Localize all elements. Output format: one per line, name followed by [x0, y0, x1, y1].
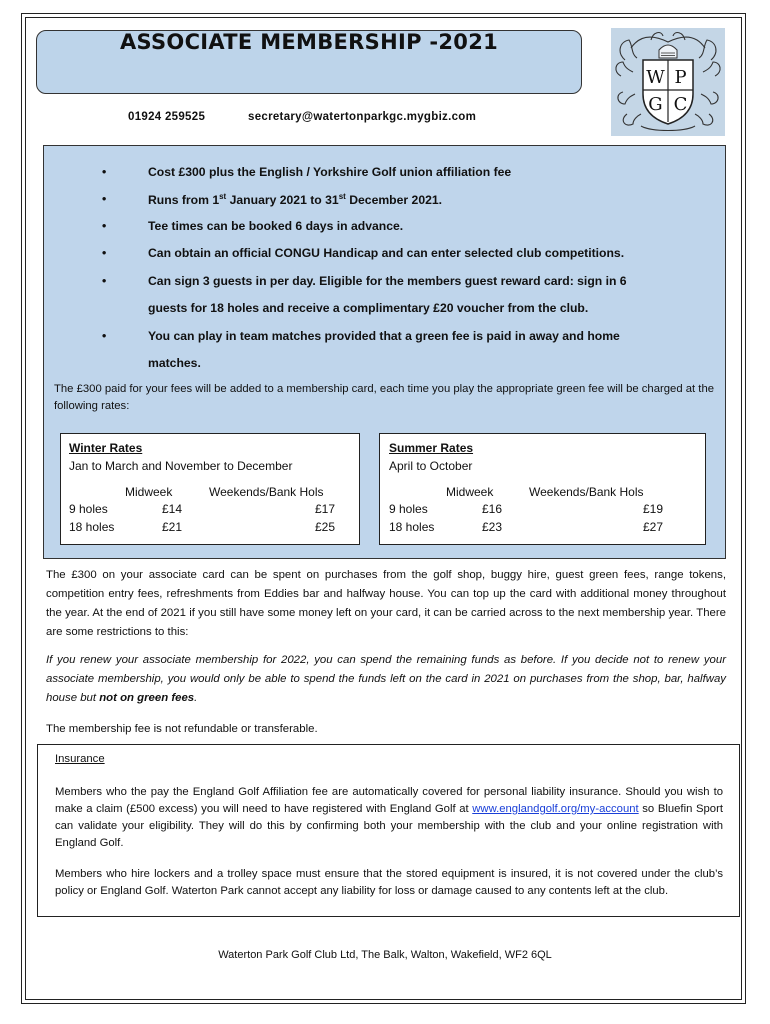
winter-period: Jan to March and November to December: [69, 459, 293, 473]
renewal-restriction: not on green fees: [99, 692, 195, 704]
summer-period: April to October: [389, 459, 473, 473]
benefit-text: guests for 18 holes and receive a complimentary £20 voucher from the club.: [148, 301, 589, 315]
summer-col-weekend: Weekends/Bank Hols: [529, 485, 644, 499]
benefit-text: Cost £300 plus the English / Yorkshire Golf union affiliation fee: [148, 165, 512, 179]
benefit-text: You can play in team matches provided that a green fee is paid in away and home: [148, 329, 620, 343]
club-address-footer: Waterton Park Golf Club Ltd, The Balk, Walton, Wakefield, WF2 6QL: [218, 949, 552, 961]
summer-col-midweek: Midweek: [446, 485, 494, 499]
bullet-dot: •: [102, 165, 107, 179]
benefit-text: Can sign 3 guests in per day. Eligible for the members guest reward card: sign in 6: [148, 274, 627, 288]
winter-col-midweek: Midweek: [125, 485, 173, 499]
winter-row-midweek: £14: [162, 502, 183, 516]
insurance-heading: Insurance: [55, 753, 105, 765]
benefit-text: matches.: [148, 356, 201, 370]
winter-row-weekend: £25: [315, 520, 336, 534]
crest-letter-w: W: [646, 67, 665, 88]
benefit-text: Runs from 1st January 2021 to 31st December 2021.: [148, 192, 443, 208]
benefit-text: Can obtain an official CONGU Handicap and can enter selected club competitions.: [148, 246, 625, 260]
winter-rates-heading: Winter Rates: [69, 441, 143, 455]
winter-col-weekend: Weekends/Bank Hols: [209, 485, 324, 499]
insurance-paragraph-1: Members who the pay the England Golf Affiliation fee are automatically covered for personal liability insurance. Should you wish to make a claim (£500 excess) you will need to have registered with England Golf at www.englandgolf.org/my-account so Bluefin Sport can validate your eligibility. They will do this by confirming both your membership with the club and your online registration with England Golf.: [55, 786, 723, 849]
crest-letter-c: C: [673, 94, 688, 115]
email-address: secretary@watertonparkgc.mygbiz.com: [248, 111, 477, 123]
insurance-paragraph-2: Members who hire lockers and a trolley space must ensure that the stored equipment is insured, it is not covered under the club’s policy or England Golf. Waterton Park cannot accept any liability for loss or damage caused to any contents left at the club.: [55, 868, 723, 897]
renewal-paragraph: If you renew your associate membership for 2022, you can spend the remaining funds as before. If you decide not to renew your associate membership, you would only be able to spend the funds left on the card in 2021 on purchases from the shop, bar, halfway house but not on green fees.: [46, 654, 726, 704]
crest-letter-g: G: [648, 94, 663, 115]
summer-row-label: 18 holes: [389, 520, 435, 534]
bullet-dot: •: [102, 274, 107, 288]
club-crest-logo: [611, 28, 725, 136]
summer-rates-heading: Summer Rates: [389, 441, 474, 455]
england-golf-link[interactable]: www.englandgolf.org/my-account: [472, 803, 639, 815]
bullet-dot: •: [102, 192, 107, 206]
summer-row-midweek: £16: [482, 502, 503, 516]
card-spending-paragraph: The £300 on your associate card can be spent on purchases from the golf shop, buggy hire, guest green fees, range tokens, competition entry fees, refreshments from Eddies bar and halfway house. You can top up the card with additional money throughout the year. At the end of 2021 if you still have some money left on your card, it can be carried across to the next membership year. There are some restrictions to this:: [46, 569, 726, 638]
summer-row-weekend: £27: [643, 520, 664, 534]
phone-number: 01924 259525: [128, 111, 206, 123]
summer-row-weekend: £19: [643, 502, 664, 516]
winter-row-label: 18 holes: [69, 520, 115, 534]
crest-letter-p: P: [674, 67, 687, 88]
winter-row-weekend: £17: [315, 502, 336, 516]
bullet-dot: •: [102, 219, 107, 233]
winter-rates-table: [60, 433, 360, 545]
summer-row-label: 9 holes: [389, 502, 428, 516]
bullet-dot: •: [102, 329, 107, 343]
winter-row-midweek: £21: [162, 520, 183, 534]
summer-row-midweek: £23: [482, 520, 503, 534]
summer-rates-table: [379, 433, 706, 545]
benefit-text: Tee times can be booked 6 days in advance.: [148, 219, 404, 233]
fees-note: The £300 paid for your fees will be added to a membership card, each time you play the appropriate green fee will be charged at the following rates:: [54, 383, 715, 412]
winter-row-label: 9 holes: [69, 502, 108, 516]
page-title: ASSOCIATE MEMBERSHIP -2021: [119, 30, 499, 54]
bullet-dot: •: [102, 246, 107, 260]
refund-note: The membership fee is not refundable or transferable.: [46, 723, 318, 735]
